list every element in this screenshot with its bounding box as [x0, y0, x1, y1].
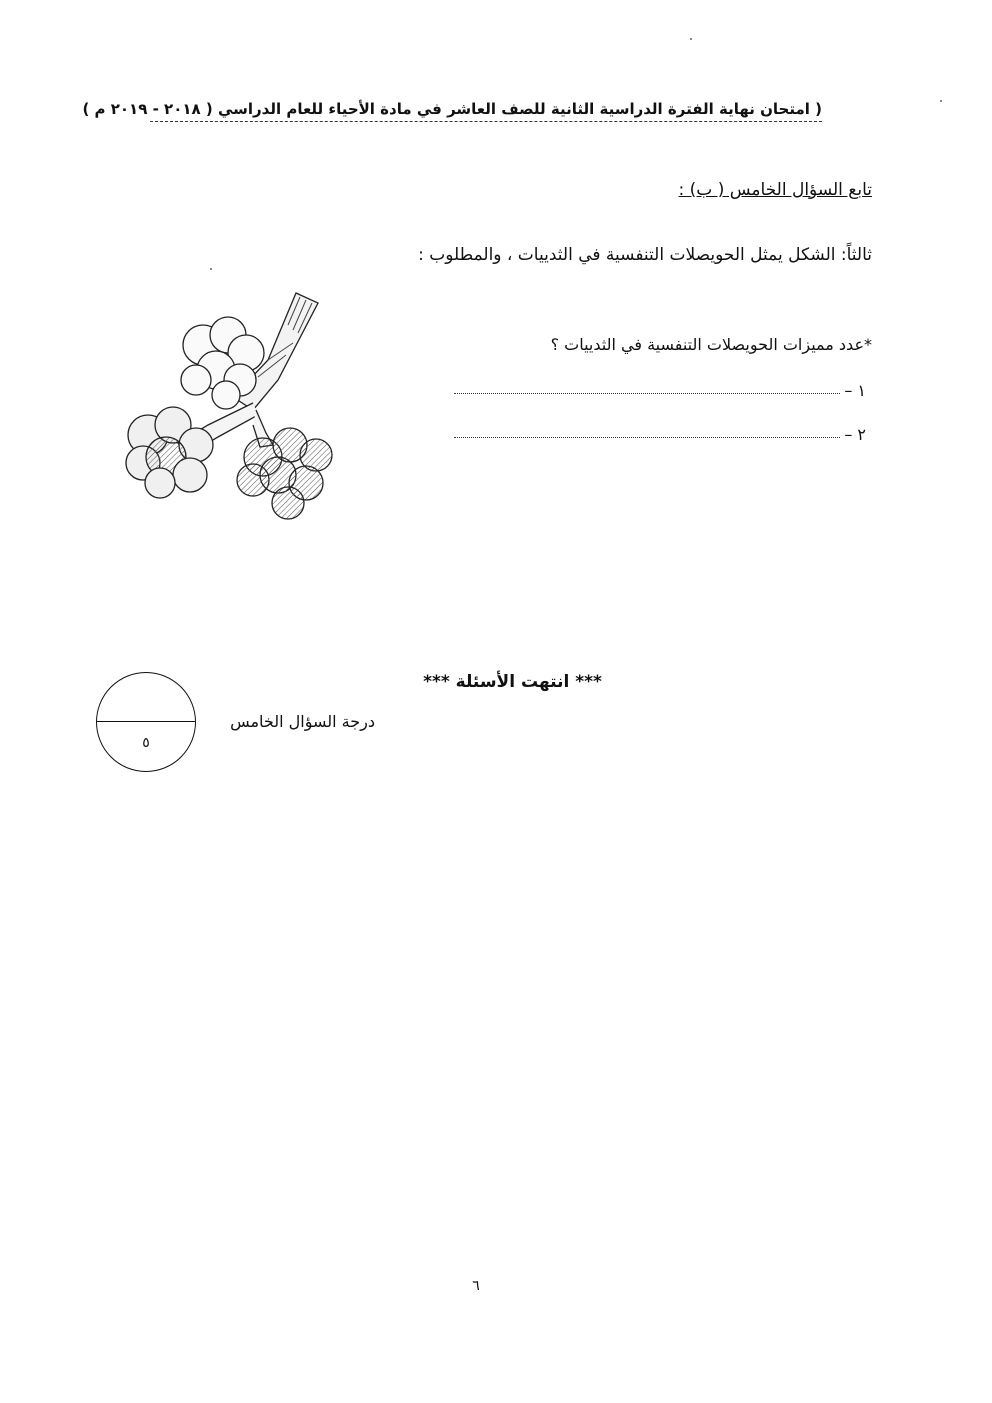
end-of-questions-text: *** انتهت الأسئلة ***	[423, 672, 602, 692]
answer-line-2[interactable]	[454, 420, 866, 444]
question-text: *عدد مميزات الحويصلات التنفسية في الثدييات ؟	[550, 335, 872, 354]
answer-line-1[interactable]	[454, 376, 866, 400]
scan-speck	[210, 268, 212, 270]
alveoli-illustration-icon	[118, 285, 343, 525]
grade-circle	[96, 672, 196, 772]
grade-divider	[97, 721, 195, 722]
scan-speck	[690, 38, 692, 40]
scan-speck	[940, 100, 942, 102]
answer-dots-2	[454, 437, 840, 438]
grade-value: ٥	[142, 735, 150, 751]
page-number: ٦	[472, 1278, 480, 1294]
exam-header-title: ( امتحان نهاية الفترة الدراسية الثانية للصف العاشر في مادة الأحياء للعام الدراسي ( ٢٠١٨ - ٢٠١٩ م )	[150, 100, 822, 122]
answer-number-1: ١ –	[844, 381, 866, 400]
answer-dots-1	[454, 393, 840, 394]
answer-number-2: ٢ –	[844, 425, 866, 444]
section-title: تابع السؤال الخامس ( ب) :	[678, 180, 872, 200]
part-three-intro: ثالثاً: الشكل يمثل الحويصلات التنفسية في الثدييات ، والمطلوب :	[418, 245, 872, 265]
grade-label: درجة السؤال الخامس	[230, 712, 375, 731]
